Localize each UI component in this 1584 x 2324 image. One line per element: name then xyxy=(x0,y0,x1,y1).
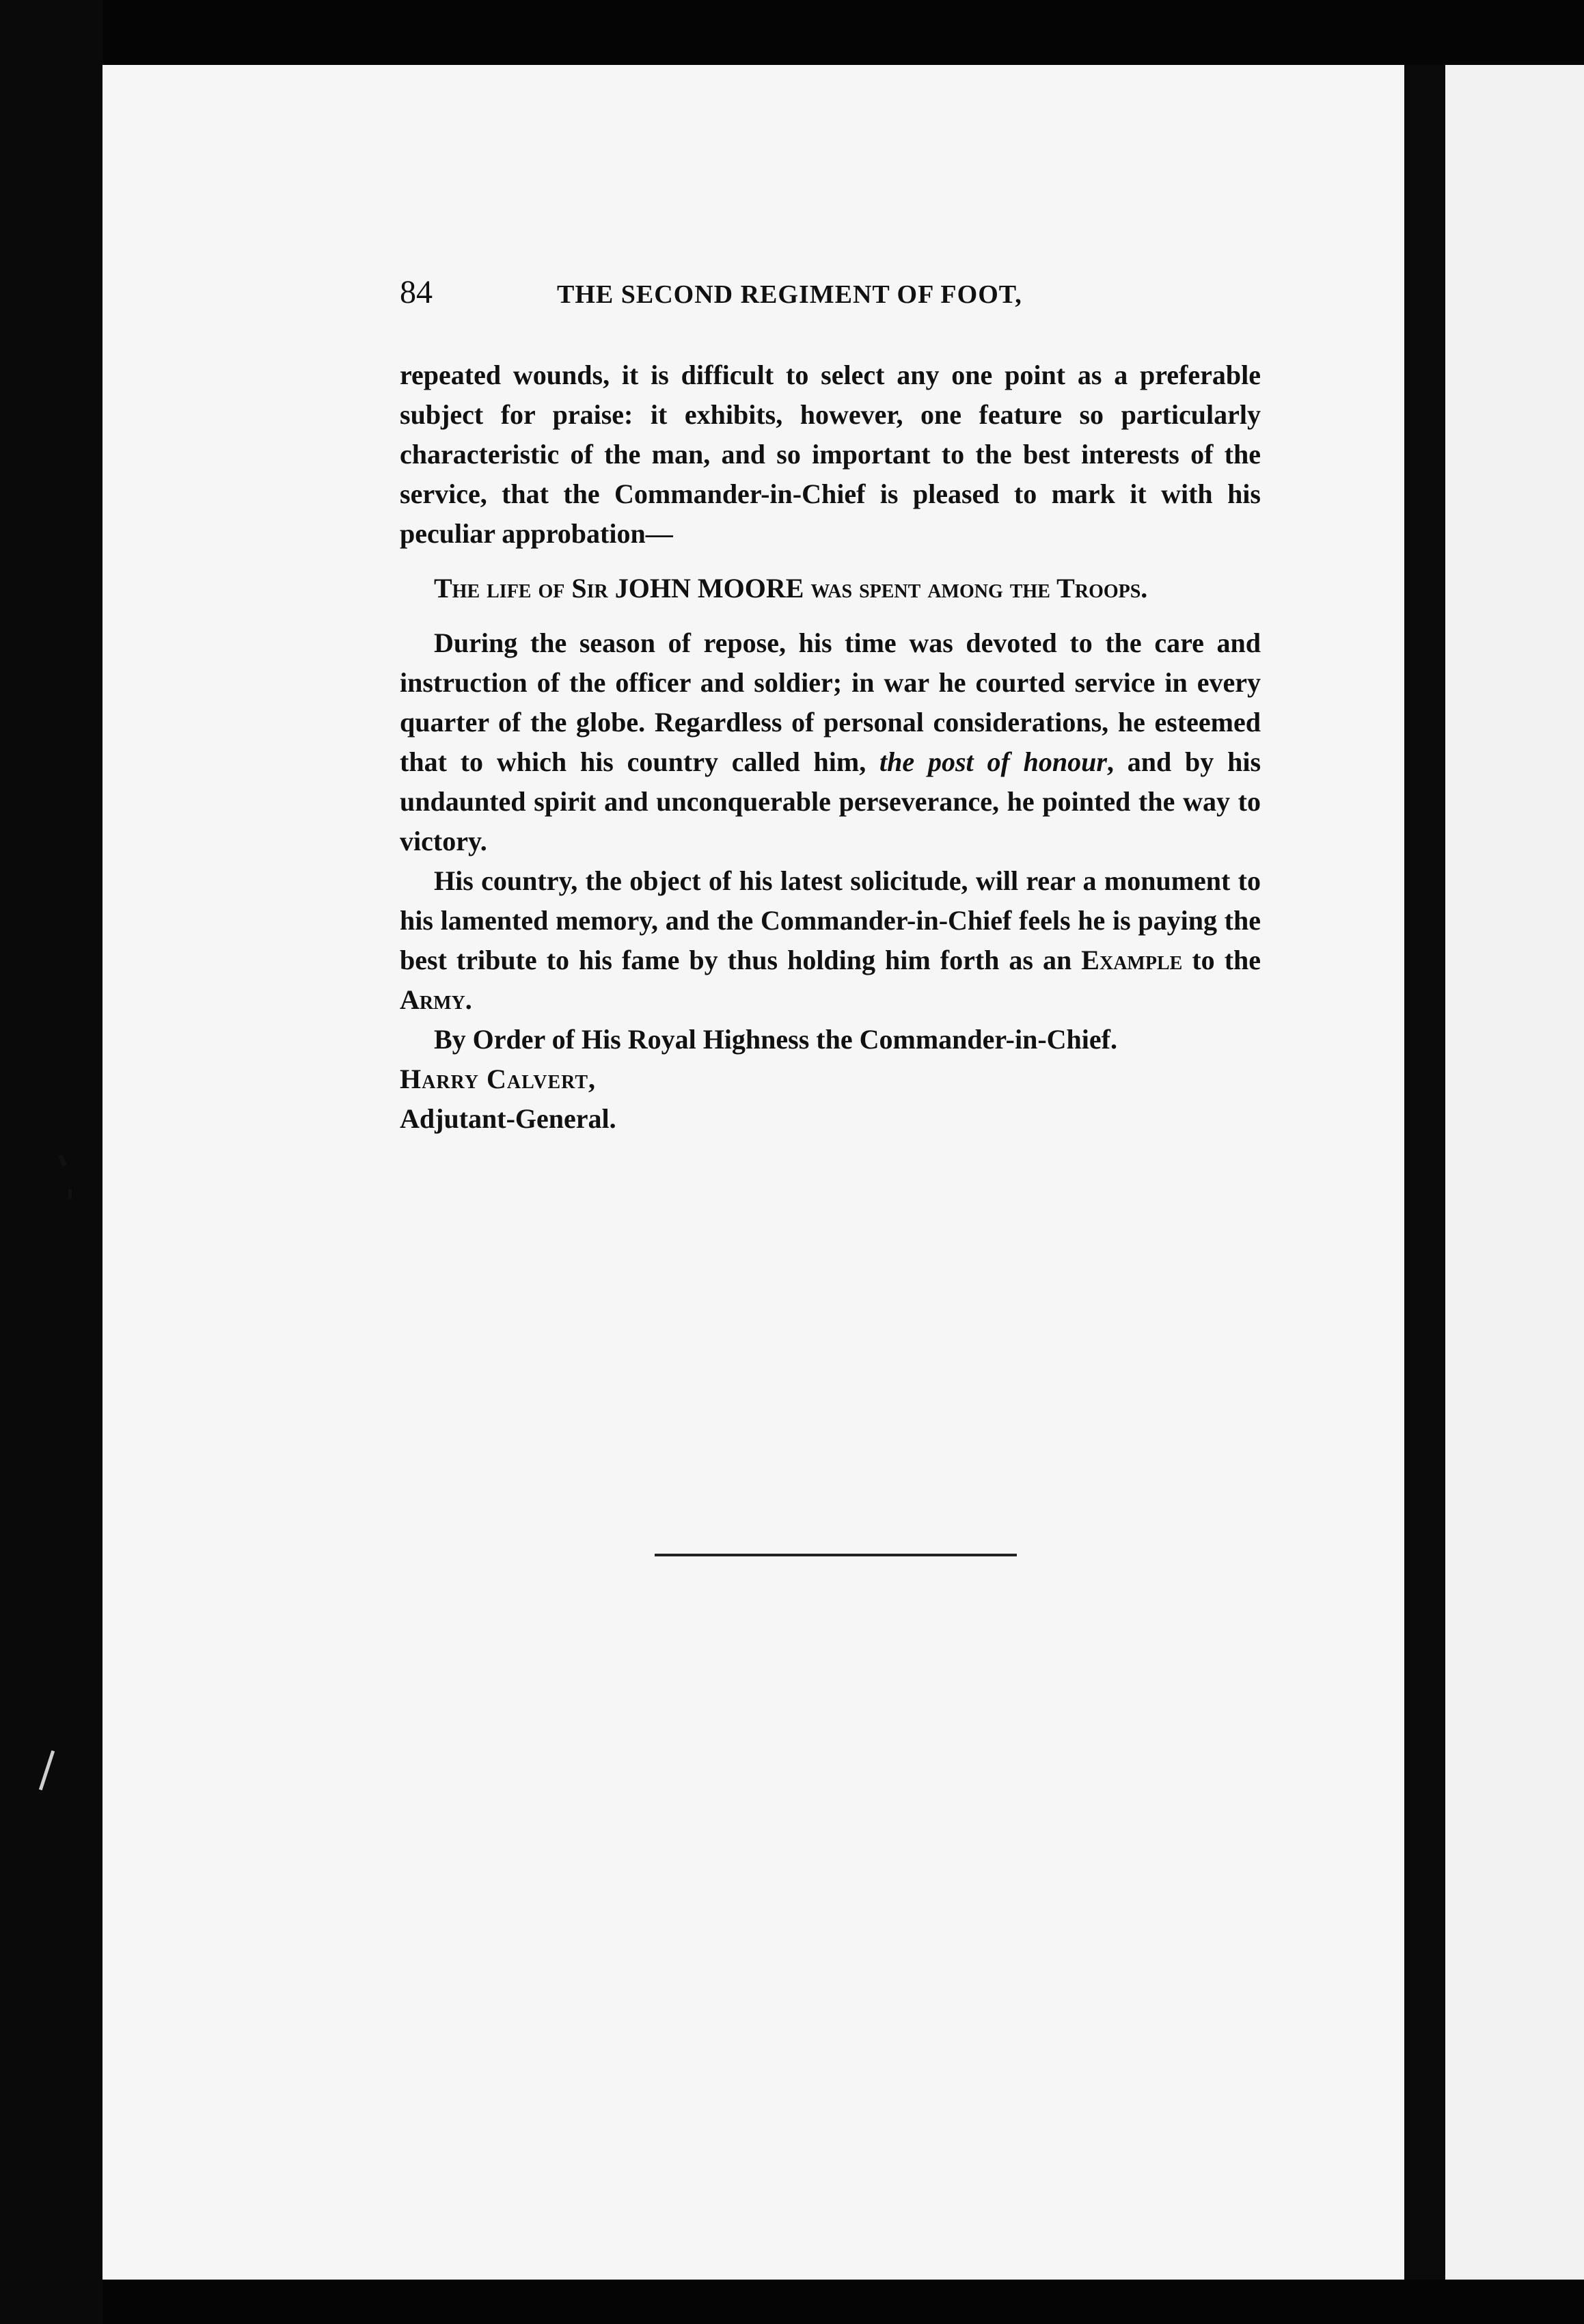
running-head-title: THE SECOND REGIMENT OF FOOT, xyxy=(557,280,1022,309)
paragraph-text: . xyxy=(465,984,472,1015)
scan-speck xyxy=(68,1189,72,1199)
signatory-name: Harry Calvert, xyxy=(400,1064,597,1094)
paragraph-monument xyxy=(400,861,1261,1020)
section-end-rule xyxy=(655,1554,1017,1556)
paragraph-moore-life: The life of Sir JOHN MOORE was spent among the Troops. xyxy=(434,573,1148,604)
order-line: By Order of His Royal Highness the Commander-in-Chief. xyxy=(434,1024,1117,1055)
page-text-block xyxy=(400,273,1261,1139)
paragraph-continued: repeated wounds, it is difficult to select any one point as a preferable subject for praise: it exhibits, however, one feature so particularly characteristic of the man, and so important to the best interests of the service, that the Commander-in-Chief is pleased to mark it with his peculiar approbation— xyxy=(400,360,1261,549)
page-gutter xyxy=(1404,65,1445,2280)
page-number: 84 xyxy=(400,274,433,310)
paragraph-season-of-repose xyxy=(400,623,1261,861)
paragraph-text: to the xyxy=(1192,945,1261,975)
paragraph-text: His country, the object of his latest solicitude, will rear a monument to his lamented memory, and the Commander-in-Chief feels he is paying the best tribute to his fame by thus holding him forth as an xyxy=(400,865,1261,975)
running-head xyxy=(400,273,1261,321)
signatory-title: Adjutant-General. xyxy=(400,1103,616,1134)
paragraph-text: , and by his undaunted spirit and unconquerable perseverance, he pointed the way to victory. xyxy=(400,746,1261,856)
paragraph-text: During the season of repose, his time was devoted to the care and instruction of the officer and soldier; in war he courted service in every quarter of the globe. Regardless of personal considerations, he esteemed that to which his country called him, xyxy=(400,627,1261,777)
body-text xyxy=(400,355,1261,1139)
small-caps-example: Example xyxy=(1081,945,1183,975)
small-caps-army: Army xyxy=(400,984,465,1015)
emphasis-post-of-honour: the post of honour xyxy=(879,746,1107,777)
left-scan-margin xyxy=(0,0,103,2324)
adjacent-page-edge xyxy=(1445,65,1584,2280)
